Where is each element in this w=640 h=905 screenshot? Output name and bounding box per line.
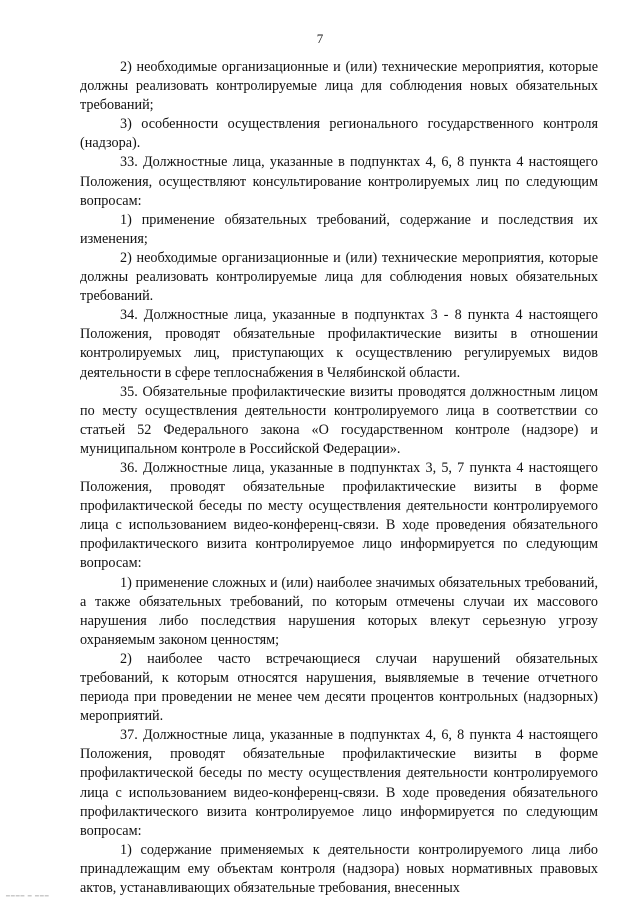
paragraph-33-item-2: 2) необходимые организационные и (или) технические мероприятия, которые должны реализовать контролируемые лица для соблюдения новых обязательных требований. bbox=[80, 249, 598, 305]
paragraph-33-item-1: 1) применение обязательных требований, содержание и последствия их изменения; bbox=[80, 211, 598, 247]
paragraph-36: 36. Должностные лица, указанные в подпунктах 3, 5, 7 пункта 4 настоящего Положения, проводят обязательные профилактические визиты в форме профилактической беседы по месту осуществления деятельности контролируемого лица с использованием видео-конференц-связи. В ходе проведения обязательного профилактического визита контролируемое лицо информируется по следующим вопросам: bbox=[80, 459, 598, 572]
paragraph-33: 33. Должностные лица, указанные в подпунктах 4, 6, 8 пункта 4 настоящего Положения, осуществляют консультирование контролируемых лиц по следующим вопросам: bbox=[80, 154, 598, 209]
paragraph-item-3-features: 3) особенности осуществления регионального государственного контроля (надзора). bbox=[80, 116, 598, 152]
paragraph-37: 37. Должностные лица, указанные в подпунктах 4, 6, 8 пункта 4 настоящего Положения, проводят обязательные профилактические визиты в форме профилактической беседы по месту осуществления деятельности контролируемого лица с использованием видео-конференц-связи. В ходе проведения обязательного профилактического визита контролируемое лицо информируется по следующим вопросам: bbox=[80, 727, 598, 839]
paragraph-34: 34. Должностные лица, указанные в подпунктах 3 - 8 пункта 4 настоящего Положения, проводят обязательные профилактические визиты в отношении контролируемых лиц, приступающих к осуществлению регулируемых видов деятельности в сфере теплоснабжения в Челябинской области. bbox=[80, 307, 598, 381]
paragraph-item-2-measures: 2) необходимые организационные и (или) технические мероприятия, которые должны реализовать контролируемые лица для соблюдения новых обязательных требований; bbox=[80, 59, 598, 114]
paragraph-37-item-1: 1) содержание применяемых к деятельности контролируемого лица либо принадлежащим ему объектам контроля (надзора) новых нормативных правовых актов, устанавливающих обязательные требования, внесенных bbox=[80, 841, 598, 897]
paragraph-36-item-1: 1) применение сложных и (или) наиболее значимых обязательных требований, а также обязательных требований, по которым отмечены случаи их массового нарушения либо последствия нарушения которых влекут серьезную угрозу охраняемым законом ценностям; bbox=[80, 574, 598, 648]
scan-footer-mark: ▁▁▁▁ ▁ ▁▁▁ bbox=[6, 891, 50, 897]
paragraph-35: 35. Обязательные профилактические визиты проводятся должностным лицом по месту осуществления деятельности контролируемого лица в соответствии со статьей 52 Федерального закона «О государственном контроле (надзоре) и муниципальном контроле в Российской Федерации». bbox=[80, 383, 598, 457]
document-body bbox=[80, 58, 598, 898]
paragraph-36-item-2: 2) наиболее часто встречающиеся случаи нарушений обязательных требований, к которым относятся нарушения, выявляемые в течение отчетного периода при проведении не менее чем десяти процентов контрольных (надзорных) мероприятий. bbox=[80, 650, 598, 725]
page-number: 7 bbox=[316, 31, 324, 46]
